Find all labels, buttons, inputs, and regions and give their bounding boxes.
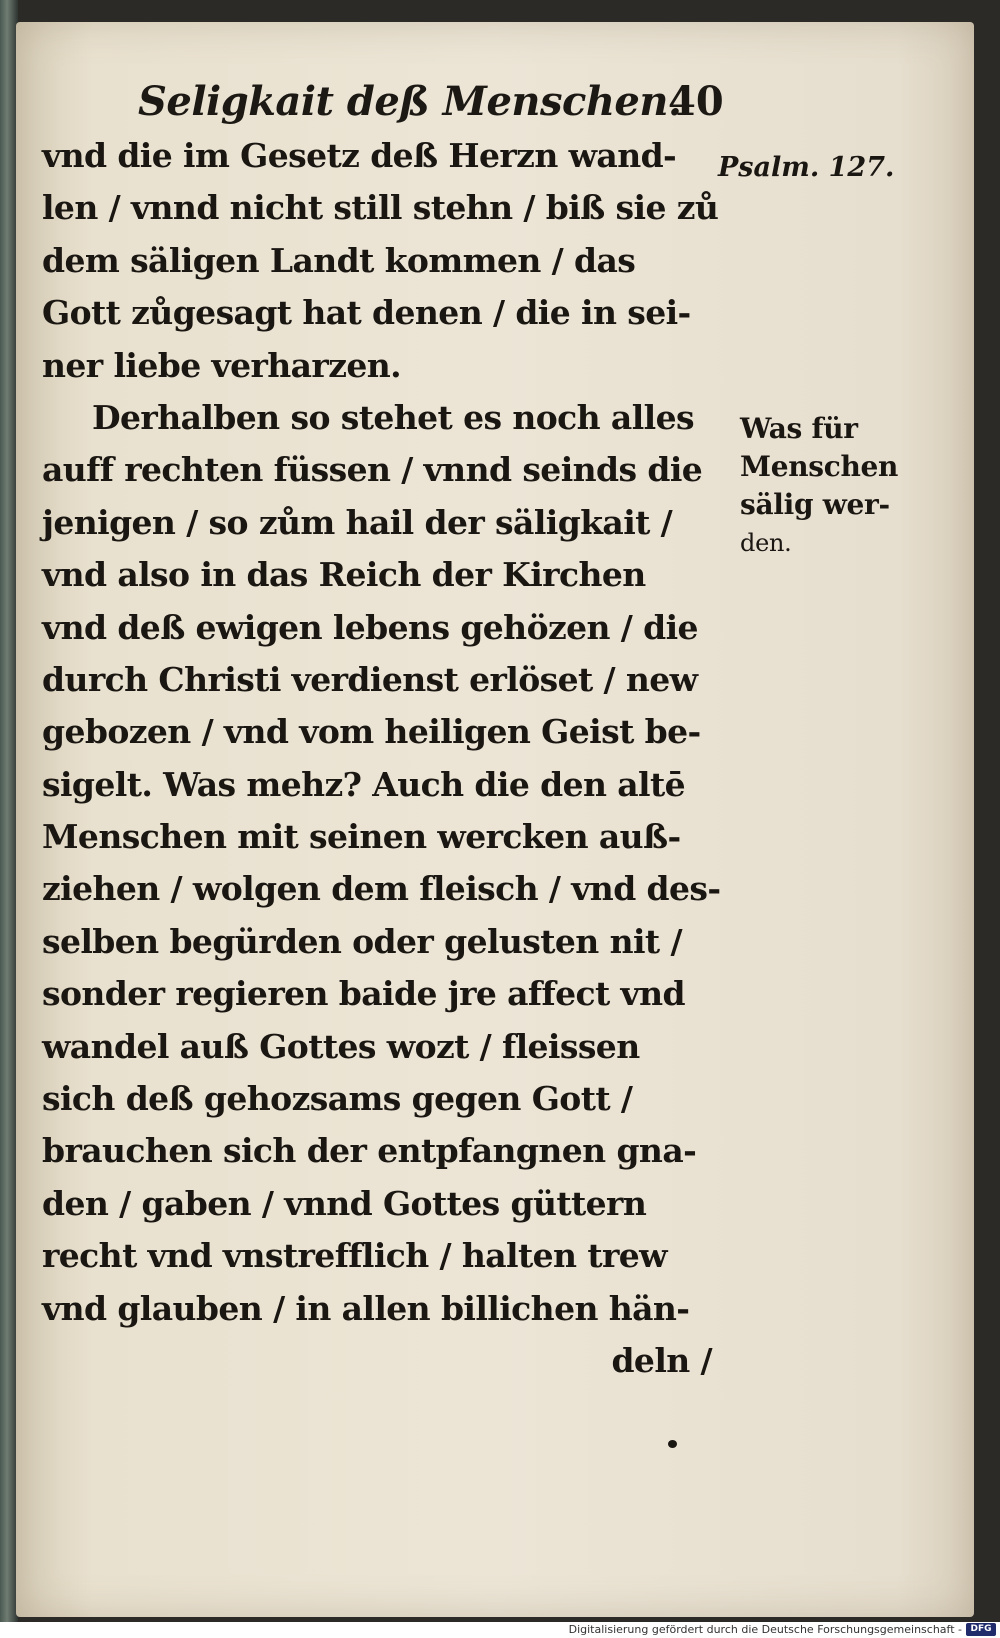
margin-bible-reference: Psalm. 127. xyxy=(718,152,895,183)
margin-gloss-line: den. xyxy=(740,529,792,557)
text-line: ner liebe verharzen. xyxy=(42,345,402,385)
text-line: recht vnd vnstrefflich / halten trew xyxy=(42,1236,667,1276)
margin-gloss-line: Was für xyxy=(740,412,858,445)
running-head: Seligkait deß Menschen. xyxy=(138,78,682,125)
text-line: den / gaben / vnnd Gottes güttern xyxy=(42,1183,647,1223)
text-line: Gott zůgesagt hat denen / die in sei- xyxy=(42,293,691,333)
margin-gloss-line: Menschen xyxy=(740,450,899,483)
paragraph-start-line: Derhalben so stehet es noch alles xyxy=(92,397,694,437)
dfg-logo: DFG xyxy=(966,1623,996,1636)
catchword-line: deln / xyxy=(611,1340,712,1380)
text-line: vnd glauben / in allen billichen hän- xyxy=(42,1288,690,1328)
text-line: jenigen / so zům hail der säligkait / xyxy=(42,502,673,542)
text-line: auff rechten füssen / vnnd seinds die xyxy=(42,450,703,490)
text-line: gebozen / vnd vom heiligen Geist be- xyxy=(42,712,701,752)
funding-credit: Digitalisierung gefördert durch die Deutsche Forschungsgemeinschaft - xyxy=(568,1623,962,1636)
text-line: selben begürden oder gelusten nit / xyxy=(42,921,682,961)
text-line: vnd die im Gesetz deß Herzn wand- xyxy=(42,136,677,175)
text-line: vnd deß ewigen lebens gehözen / die xyxy=(42,607,698,647)
text-line: dem säligen Landt kommen / das xyxy=(42,240,636,280)
text-line: vnd also in das Reich der Kirchen xyxy=(42,555,646,595)
text-line: sigelt. Was mehz? Auch die den altē xyxy=(42,764,686,804)
text-line: sonder regieren baide jre affect vnd xyxy=(42,974,685,1014)
text-line: sich deß gehozsams gegen Gott / xyxy=(42,1079,633,1119)
text-line: wandel auß Gottes wozt / fleissen xyxy=(42,1026,640,1066)
margin-gloss xyxy=(740,410,940,562)
text-line: Menschen mit seinen wercken auß- xyxy=(42,817,681,857)
text-line: len / vnnd nicht still stehn / biß sie zů xyxy=(42,188,719,228)
body-text xyxy=(42,130,722,1387)
text-line: durch Christi verdienst erlöset / new xyxy=(42,659,698,699)
text-line: ziehen / wolgen dem fleisch / vnd des- xyxy=(42,869,721,909)
ink-speck xyxy=(668,1440,677,1448)
page-number: 40 xyxy=(668,78,724,125)
text-line: brauchen sich der entpfangnen gna- xyxy=(42,1131,697,1171)
margin-gloss-line: sälig wer- xyxy=(740,488,890,521)
